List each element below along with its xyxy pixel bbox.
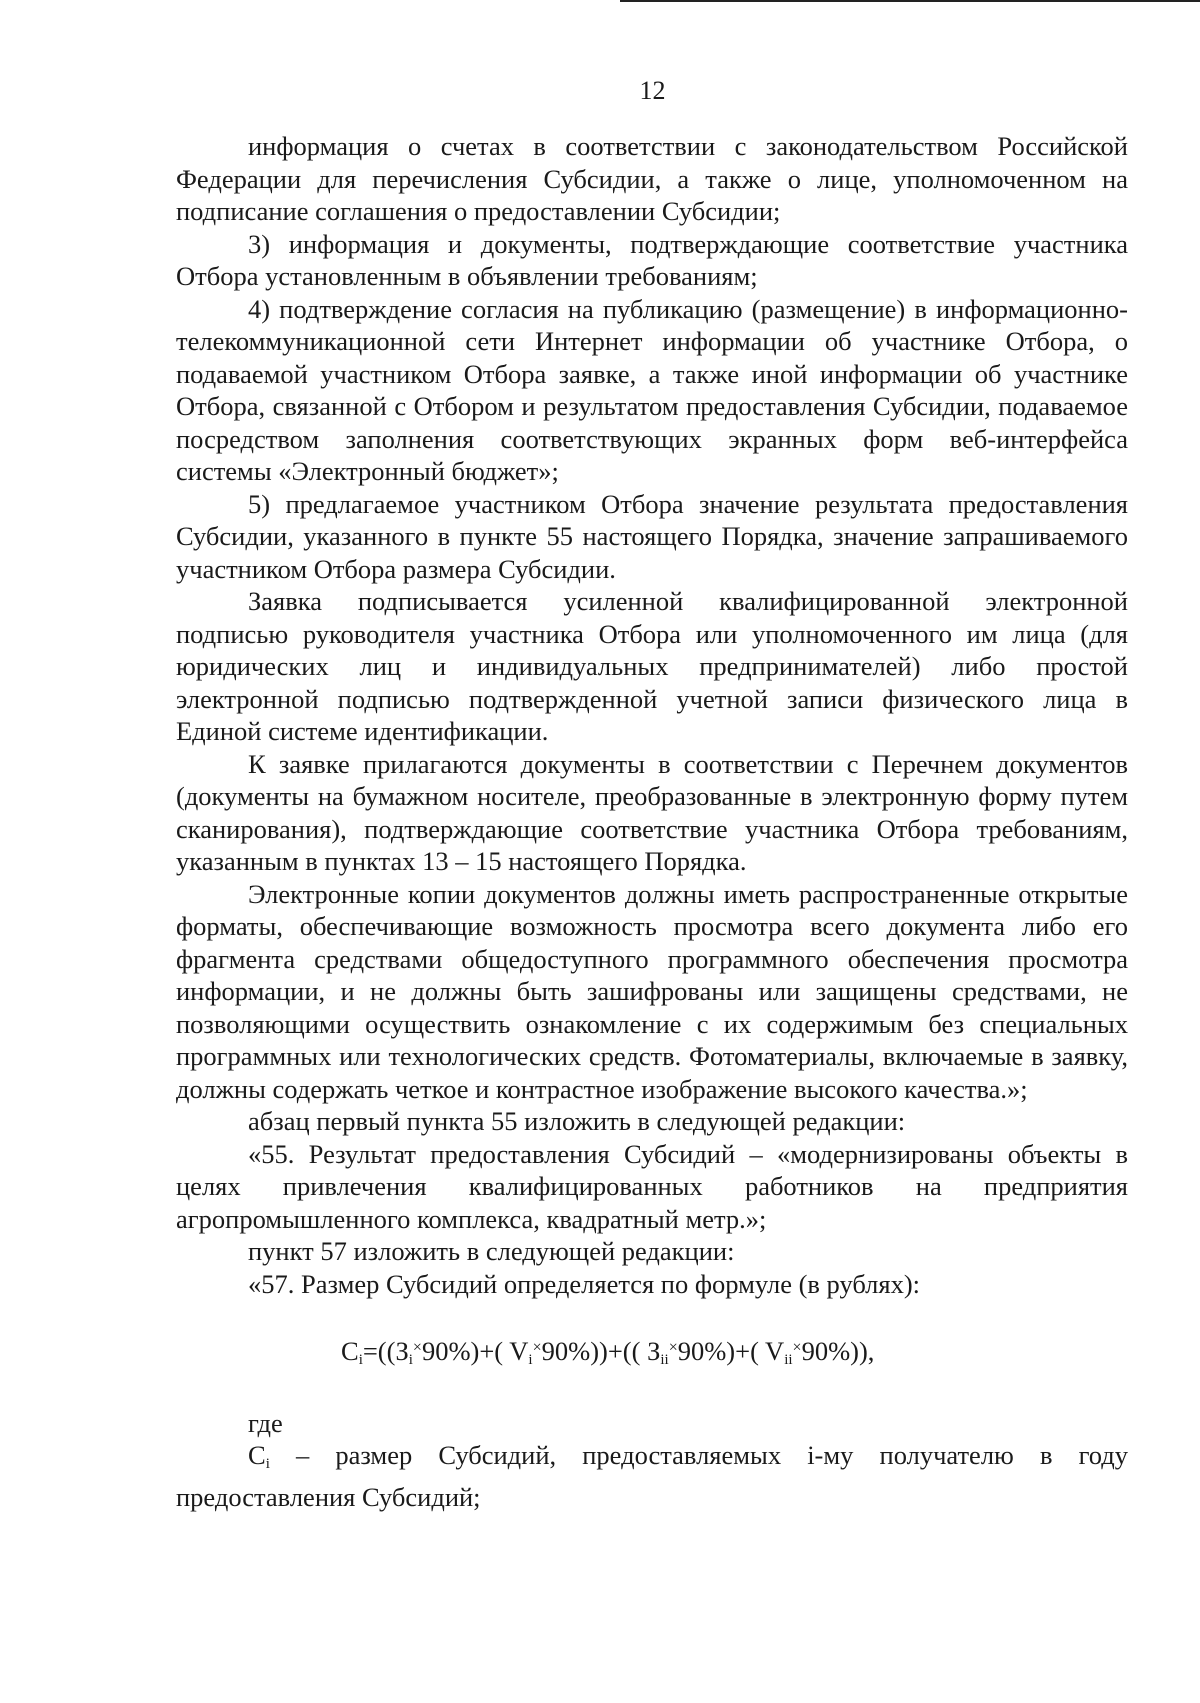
paragraph: К заявке прилагаются документы в соответствии с Перечнем документов (документы на бумажном носителе, преобразованные в электронную форму путем сканирования), подтверждающие соответствие участника Отбора требованиям, указанным в пунктах 13 – 15 настоящего Порядка. xyxy=(176,748,1128,876)
paragraph: 4) подтверждение согласия на публикацию (размещение) в информационно-телекоммуникационной сети Интернет информации об участнике Отбора, о подаваемой участником Отбора заявке, а также иной информации об участнике Отбора, связанной с Отбором и результатом предоставления Субсидии, подаваемое посредством заполнения соответствующих экранных форм веб-интерфейса системы «Электронный бюджет»; xyxy=(176,293,1128,486)
definition-ci: $С_i$ – размер Субсидий, предоставляемых i-му получателю в году предоставления Субсидий; xyxy=(176,1440,1128,1512)
document-body xyxy=(176,130,1128,1513)
paragraph: пункт 57 изложить в следующей редакции: xyxy=(248,1236,735,1266)
where-label: где xyxy=(248,1407,283,1438)
paragraph: 5) предлагаемое участником Отбора значение результата предоставления Субсидии, указанного в пункте 55 настоящего Порядка, значение запрашиваемого участником Отбора размера Субсидии. xyxy=(176,488,1128,584)
paragraph: «57. Размер Субсидий определяется по формуле (в рублях): xyxy=(248,1268,921,1299)
paragraph: Заявка подписывается усиленной квалифицированной электронной подписью руководителя участника Отбора или уполномоченного им лица (для юридических лиц и индивидуальных предпринимателей) либо простой электронной подписью подтвержденной учетной записи физического лица в Единой системе идентификации. xyxy=(176,586,1128,746)
page-number: 12 xyxy=(639,76,666,105)
top-rule xyxy=(620,0,1200,2)
paragraph: абзац первый пункта 55 изложить в следующей редакции: xyxy=(248,1106,906,1136)
paragraph: «55. Результат предоставления Субсидий – «модернизированы объекты в целях привлечения квалифицированных работников на предприятия агропромышленного комплекса, квадратный метр.»; xyxy=(176,1138,1128,1234)
paragraph: информация о счетах в соответствии с законодательством Российской Федерации для перечисления Субсидии, а также о лице, уполномоченном на подписание соглашения о предоставлении Субсидии; xyxy=(176,131,1128,226)
paragraph: 3) информация и документы, подтверждающие соответствие участника Отбора установленным в объявлении требованиям; xyxy=(176,228,1128,291)
paragraph: Электронные копии документов должны иметь распространенные открытые форматы, обеспечивающие возможность просмотра всего документа либо его фрагмента средствами общедоступного программного обеспечения просмотра информации, и не должны быть зашифрованы или защищены средствами, не позволяющими осуществить ознакомление с их содержимым без специальных программных или технологических средств. Фотоматериалы, включаемые в заявку, должны содержать четкое и контрастное изображение высокого качества.»; xyxy=(176,878,1128,1104)
subsidy-formula: $C_i=((З_i^\times 90\%)+$( $V_i^\times 90\%))+$(( $З_{ii}^\times 90\%)+$( $V_{ii}^\times 90\%$)), xyxy=(341,1336,875,1368)
